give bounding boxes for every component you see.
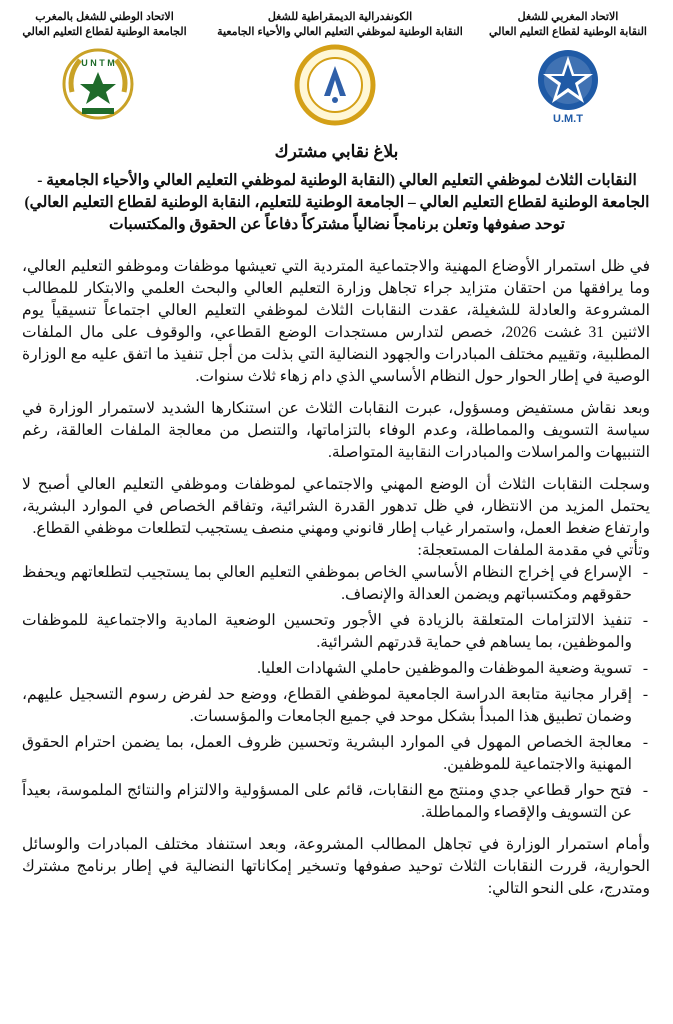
page-title: بلاغ نقابي مشترك [274, 142, 399, 161]
svg-text:U.M.T: U.M.T [553, 113, 583, 125]
urgent-files-intro: وتأتي في مقدمة الملفات المستعجلة: [417, 542, 650, 559]
list-item: - تنفيذ الالتزامات المتعلقة بالزيادة في الأجور وتحسين الوضعية المادية والاجتماعية للموظفات والموظفين، بما يساهم في حماية قدرتهم الشرائية. [22, 610, 632, 654]
list-item: - معالجة الخصاص المهول في الموارد البشرية وتحسين ظروف العمل، بما يضمن احترام الحقوق المهنية والاجتماعية للموظفين. [22, 732, 632, 776]
svg-text:U N T M: U N T M [81, 58, 115, 68]
cdt-org-block [210, 10, 470, 40]
cdt-union-name: النقابة الوطنية لموظفي التعليم العالي والأحياء الجامعية [217, 26, 463, 38]
untm-logo-icon [58, 46, 138, 122]
paragraph-situation: وسجلت النقابات الثلاث أن الوضع المهني والاجتماعي لموظفات وموظفي التعليم العالي أصبح لا يحتمل المزيد من الانتظار، في ظل تدهور القدرة الشرائية، وتفاقم الخصاص في الموارد البشرية، وارتفاع ضغط العمل، واستمرار غياب إطار قانوني ومهني منصف يستجيب لتطلعات موظفي القطاع. [22, 476, 650, 537]
list-item: - الإسراع في إخراج النظام الأساسي الخاص بموظفي التعليم العالي بما يستجيب لتطلعاتهم ويحفظ حقوقهم ومكتسباتهم ويضمن العدالة والإنصاف. [22, 562, 632, 606]
umt-org-name: الاتحاد المغربي للشغل [517, 11, 619, 23]
paragraph-denunciation: وبعد نقاش مستفيض ومسؤول، عبرت النقابات الثلاث عن استنكارها الشديد لاستمرار الوزارة في سياسة التسويف والمماطلة، وعدم الوفاء بالتزاماتها، والتنصل من معالجة الملفات العالقة، رغم التنبيهات والمراسلات والمبادرات النقابية المتواصلة. [22, 400, 650, 461]
urgent-files-list [22, 562, 650, 824]
paragraph-context: في ظل استمرار الأوضاع المهنية والاجتماعية المتردية التي تعيشها موظفات وموظفو التعليم العالي، وما يرافقها من احتقان متزايد جراء تجاهل وزارة التعليم العالي والبحث العلمي والابتكار للمطالب المشروعة والعادلة للشغيلة، عقدت النقابات الثلاث لموظفي التعليم العالي اجتماعاً تنسيقياً يوم الاثنين 31 غشت 2026، خصص لتدارس مستجدات الوضع القطاعي، والوقوف على مال الملفات المطلبية، وتقييم مختلف المبادرات والجهود النضالية التي بذلت من أجل تنفيذ ما اتفق عليه مع الوزارة الوصية في إطار الحوار حول النظام الأساسي الذي دام زهاء ثلاث سنوات. [22, 258, 650, 385]
untm-union-name: الجامعة الوطنية لقطاع التعليم العالي [22, 26, 187, 38]
cdt-logo-icon [294, 44, 376, 126]
umt-logo-icon [528, 46, 608, 126]
document-headline: النقابات الثلاث لموظفي التعليم العالي (النقابة الوطنية لموظفي التعليم العالي والأحياء الجامعية - الجامعة الوطنية لقطاع التعليم العالي – الجامعة الوطنية للتعليم، النقابة الوطنية لقطاع التعليم العالي) توحد صفوفها وتعلن برنامجاً نضالياً مشتركاً دفاعاً عن الحقوق والمكتسبات [24, 172, 650, 233]
untm-org-block [2, 10, 207, 40]
list-item: - فتح حوار قطاعي جدي ومنتج مع النقابات، قائم على المسؤولية والالتزام والنتائج الملموسة، بعيداً عن التسويف والإقصاء والمماطلة. [22, 780, 632, 824]
document-body [22, 256, 650, 910]
umt-org-block [470, 10, 666, 40]
cdt-org-name: الكونفدرالية الديمقراطية للشغل [267, 11, 413, 23]
untm-org-name: الاتحاد الوطني للشغل بالمغرب [35, 11, 174, 23]
list-item: - إقرار مجانية متابعة الدراسة الجامعية لموظفي القطاع، ووضع حد لفرض رسوم التسجيل عليهم، وضمان تطبيق هذا المبدأ بشكل موحد في جميع الجامعات والمؤسسات. [22, 684, 632, 728]
letterhead [0, 0, 673, 128]
list-item: - تسوية وضعية الموظفات والموظفين حاملي الشهادات العليا. [22, 658, 632, 680]
paragraph-decision: وأمام استمرار الوزارة في تجاهل المطالب المشروعة، وبعد استنفاد مختلف المبادرات والوسائل الحوارية، قررت النقابات الثلاث توحيد صفوفها وتسخير إمكاناتها النضالية في إطار برنامج مشترك ومتدرج، على النحو التالي: [22, 836, 650, 897]
umt-union-name: النقابة الوطنية لقطاع التعليم العالي [489, 26, 647, 38]
